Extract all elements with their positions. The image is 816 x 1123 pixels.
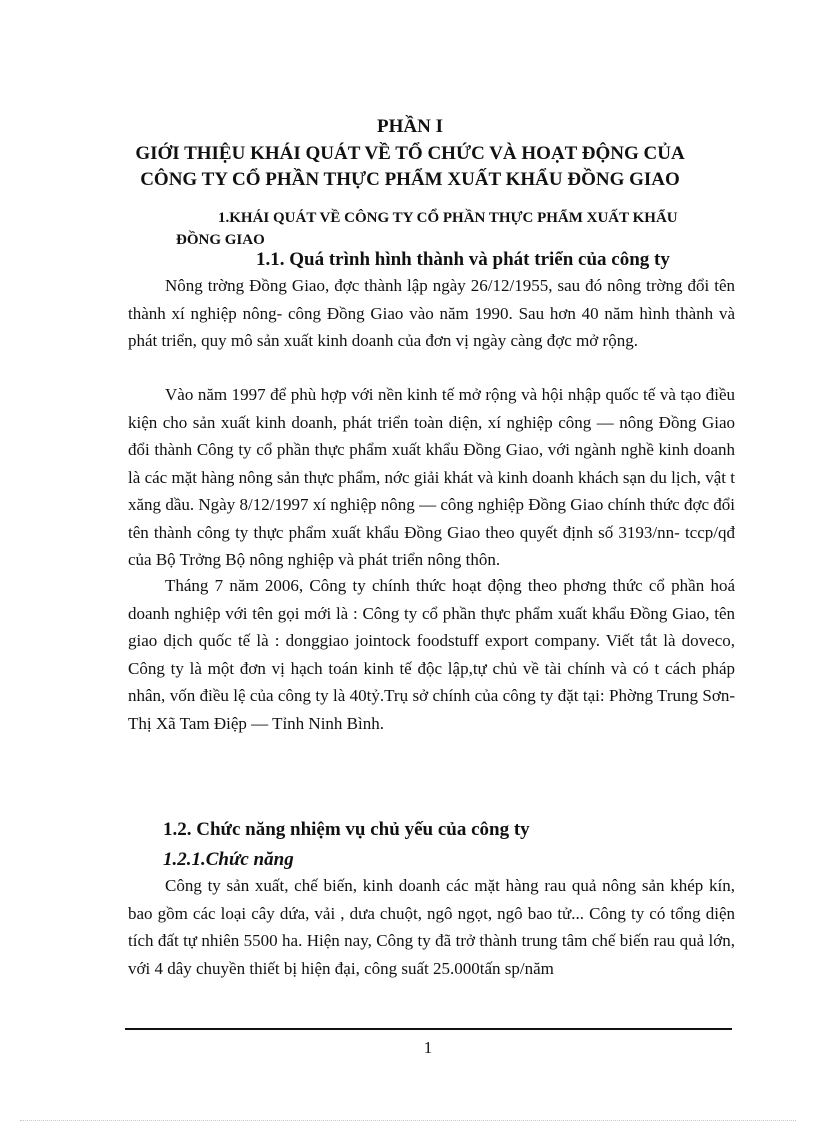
part-heading: PHẦN I [377, 116, 443, 137]
section-1-heading-line-2: ĐỒNG GIAO [176, 232, 265, 248]
page-edge-guide [20, 1120, 796, 1121]
paragraph-history-3: Tháng 7 năm 2006, Công ty chính thức hoạt động theo phơng thức cổ phần hoá doanh nghiệp với tên gọi mới là : Công ty cổ phần thực phẩm xuất khẩu Đồng Giao, tên giao dịch quốc tế là : donggiao jointock foodstuff export company. Viết tắt là doveco, Công ty là một đơn vị hạch toán kinh tế độc lập,tự chủ về tài chính và có t cách pháp nhân, vốn điều lệ của công ty là 40tỷ.Trụ sở chính của công ty đặt tại: Phờng Trung Sơn- Thị Xã Tam Điệp — Tỉnh Ninh Bình. [128, 576, 735, 733]
section-1-2-1-heading: 1.2.1.Chức năng [163, 849, 294, 870]
section-1-heading-line-1: 1.KHÁI QUÁT VỀ CÔNG TY CỔ PHẦN THỰC PHẨM XUẤT KHẨU [218, 210, 678, 226]
chapter-title-line-2: CÔNG TY CỔ PHẦN THỰC PHẨM XUẤT KHẨU ĐỒNG GIAO [140, 169, 680, 190]
section-1-heading [176, 207, 736, 251]
paragraph-history-1: Nông trờng Đồng Giao, đợc thành lập ngày 26/12/1955, sau đó nông trờng đổi tên thành xí nghiệp nông- công Đồng Giao vào năm 1990. Sau hơn 40 năm hình thành và phát triển, quy mô sản xuất kinh doanh của đơn vị ngày càng đợc mở rộng. [128, 276, 735, 350]
section-1-1-heading: 1.1. Quá trình hình thành và phát triển của công ty [256, 249, 670, 270]
chapter-title-line-1: GIỚI THIỆU KHÁI QUÁT VỀ TỔ CHỨC VÀ HOẠT ĐỘNG CỦA [135, 143, 685, 164]
paragraph-history-2: Vào năm 1997 để phù hợp với nền kinh tế mở rộng và hội nhập quốc tế và tạo điều kiện cho sản xuất kinh doanh, phát triển toàn diện, xí nghiệp công — nông Đồng Giao đổi thành Công ty cổ phần thực phẩm xuất khẩu Đồng Giao, với ngành nghề kinh doanh là các mặt hàng nông sản thực phẩm, nớc giải khát và kinh doanh khách sạn du lịch, vật t xăng dầu. Ngày 8/12/1997 xí nghiệp nông — công nghiệp Đồng Giao chính thức đợc đổi tên thành công ty thực phẩm xuất khẩu Đồng Giao theo quyết định số 3193/nn- tccp/qđ của Bộ Trởng Bộ nông nghiệp và phát triển nông thôn. [128, 385, 735, 569]
footer-divider [125, 1028, 732, 1030]
chapter-title [110, 141, 710, 193]
paragraph-function: Công ty sản xuất, chế biến, kinh doanh các mặt hàng rau quả nông sản khép kín, bao gồm các loại cây dứa, vải , dưa chuột, ngô ngọt, ngô bao tử... Công ty có tổng diện tích đất tự nhiên 5500 ha. Hiện nay, Công ty đã trở thành trung tâm chế biến rau quả lớn, với 4 dây chuyền thiết bị hiện đại, công suất 25.000tấn sp/năm [128, 876, 735, 978]
section-1-2-heading: 1.2. Chức năng nhiệm vụ chủ yếu của công ty [163, 819, 530, 840]
page-number: 1 [423, 1038, 433, 1057]
